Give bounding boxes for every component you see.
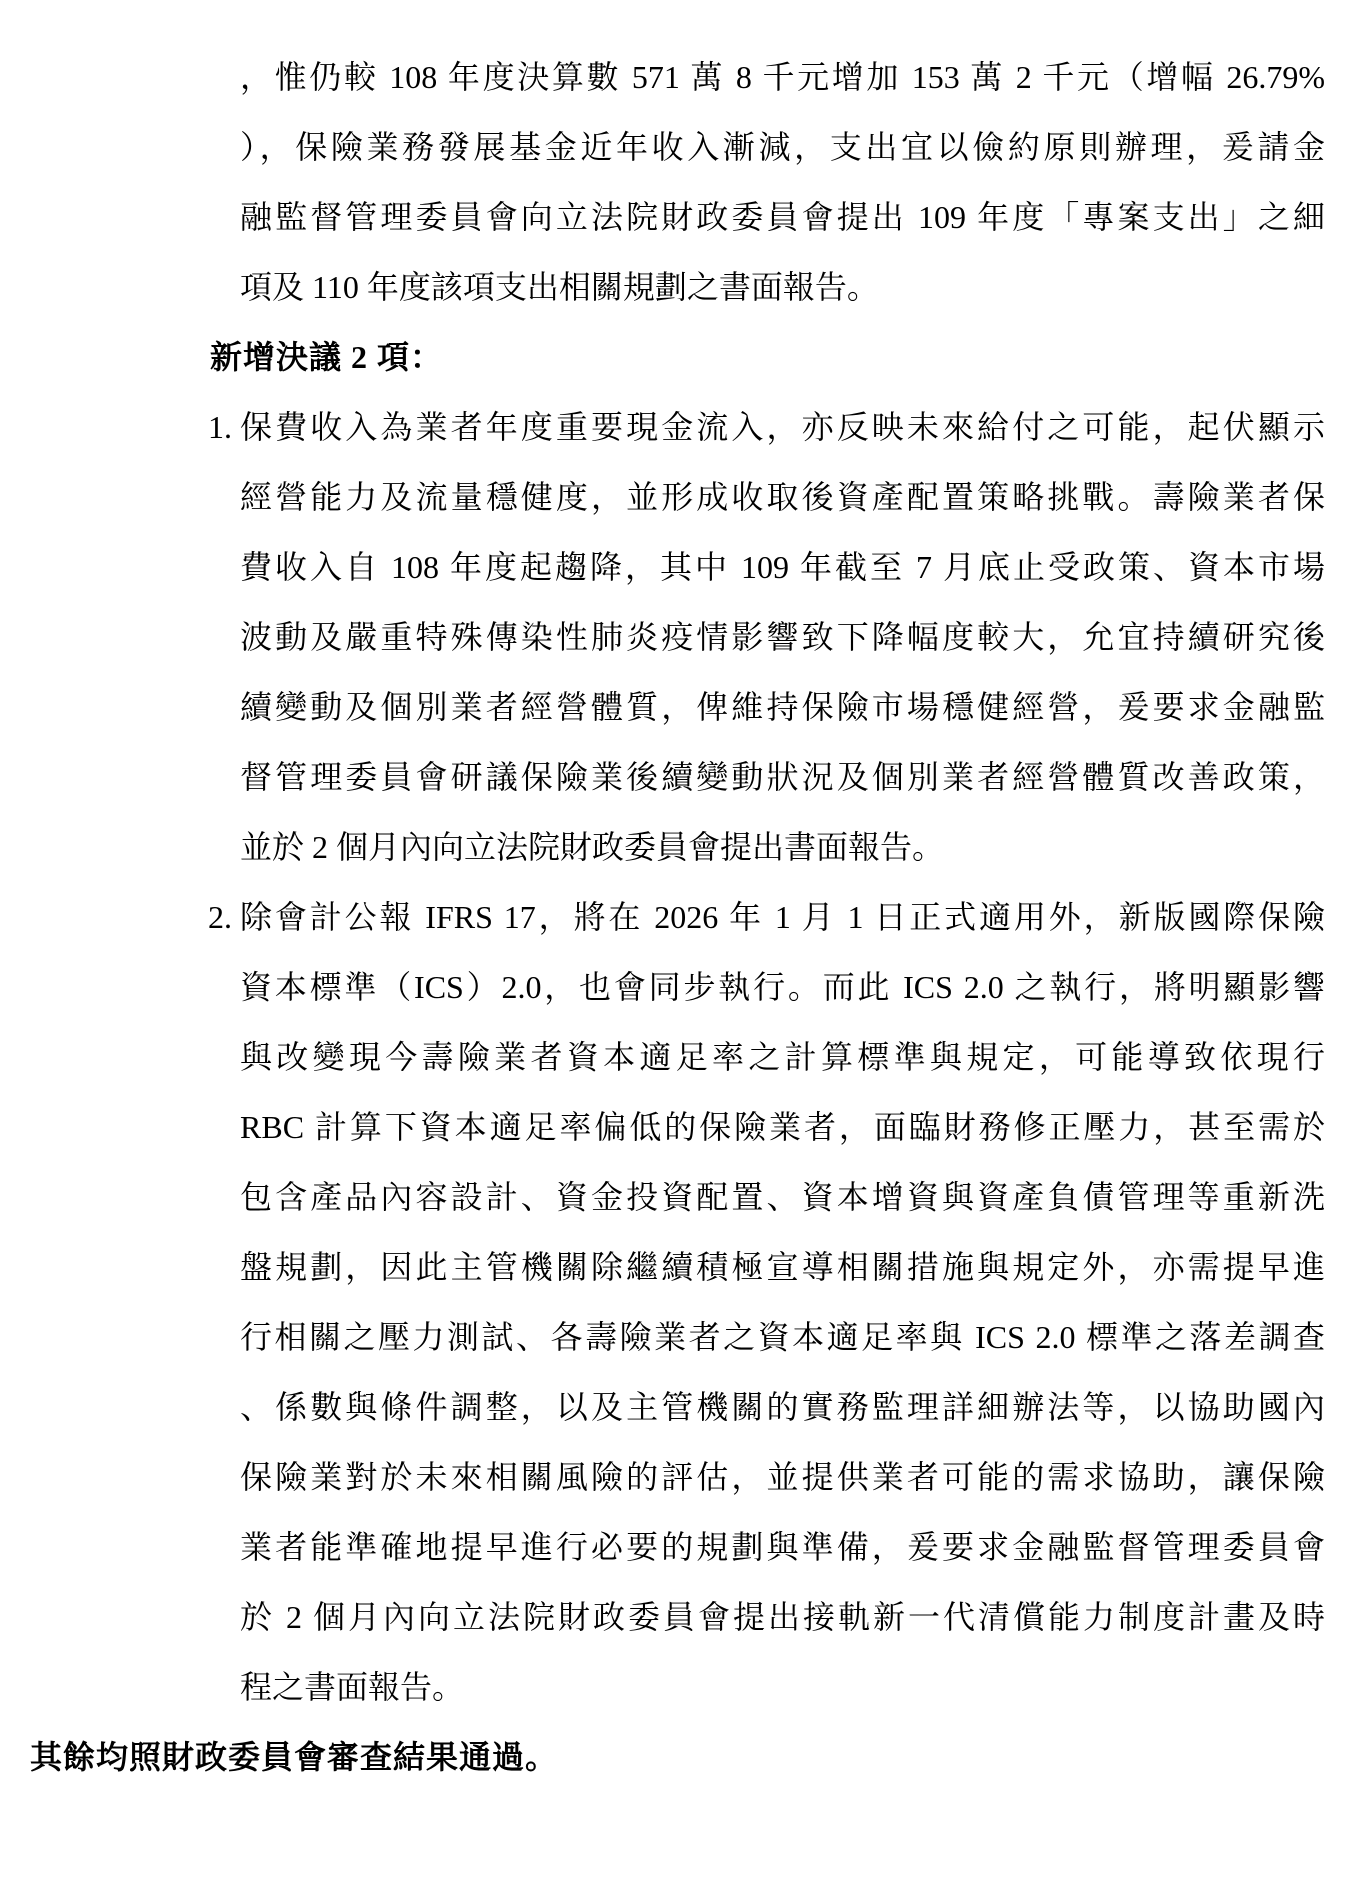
- resolution-1-line: 費收入自 108 年度起趨降，其中 109 年截至 7 月底止受政策、資本市場: [240, 549, 1325, 585]
- resolution-1-line: 續變動及個別業者經營體質，俾維持保險市場穩健經營，爰要求金融監: [240, 689, 1325, 725]
- resolution-1-line: 波動及嚴重特殊傳染性肺炎疫情影響致下降幅度較大，允宜持續研究後: [240, 619, 1325, 655]
- resolution-2-text: 除會計公報 IFRS 17，將在 2026 年 1 月 1 日正式適用外，新版國際保險: [240, 899, 1325, 935]
- resolutions-heading: 新增決議 2 項：: [210, 339, 444, 375]
- closing-statement: 其餘均照財政委員會審查結果通過。: [30, 1739, 559, 1775]
- resolution-2-line: 保險業對於未來相關風險的評估，並提供業者可能的需求協助，讓保險: [240, 1459, 1325, 1495]
- resolution-2-line: 資本標準（ICS）2.0，也會同步執行。而此 ICS 2.0 之執行，將明顯影響: [240, 969, 1325, 1005]
- list-number: 2.: [208, 899, 232, 935]
- list-number: 1.: [208, 409, 232, 445]
- resolution-2-line: [208, 882, 1325, 952]
- resolution-2-line: RBC 計算下資本適足率偏低的保險業者，面臨財務修正壓力，甚至需於: [240, 1109, 1325, 1145]
- resolution-1-line: 並於 2 個月內向立法院財政委員會提出書面報告。: [240, 829, 945, 865]
- resolution-1-line: 經營能力及流量穩健度，並形成收取後資產配置策略挑戰。壽險業者保: [240, 479, 1325, 515]
- intro-line: ），保險業務發展基金近年收入漸減，支出宜以儉約原則辦理，爰請金: [240, 129, 1325, 165]
- intro-line: 融監督管理委員會向立法院財政委員會提出 109 年度「專案支出」之細: [240, 199, 1325, 235]
- resolution-2-line: 行相關之壓力測試、各壽險業者之資本適足率與 ICS 2.0 標準之落差調查: [240, 1319, 1325, 1355]
- resolution-2-line: 、係數與條件調整，以及主管機關的實務監理詳細辦法等，以協助國內: [240, 1389, 1325, 1425]
- resolution-1-line: 督管理委員會研議保險業後續變動狀況及個別業者經營體質改善政策，: [240, 759, 1325, 795]
- resolution-2-line: 包含產品內容設計、資金投資配置、資本增資與資產負債管理等重新洗: [240, 1179, 1325, 1215]
- resolution-2-line: 盤規劃，因此主管機關除繼續積極宣導相關措施與規定外，亦需提早進: [240, 1249, 1325, 1285]
- resolution-1-text: 保費收入為業者年度重要現金流入，亦反映未來給付之可能，起伏顯示: [240, 409, 1325, 445]
- resolution-1-line: [208, 392, 1325, 462]
- intro-line: 項及 110 年度該項支出相關規劃之書面報告。: [240, 269, 879, 305]
- resolution-2-line: 與改變現今壽險業者資本適足率之計算標準與規定，可能導致依現行: [240, 1039, 1325, 1075]
- resolution-2-line: 程之書面報告。: [240, 1669, 465, 1705]
- resolution-2-line: 業者能準確地提早進行必要的規劃與準備，爰要求金融監督管理委員會: [240, 1529, 1325, 1565]
- intro-line: ，惟仍較 108 年度決算數 571 萬 8 千元增加 153 萬 2 千元（增幅 26.79%: [240, 59, 1325, 95]
- resolution-2-line: 於 2 個月內向立法院財政委員會提出接軌新一代清償能力制度計畫及時: [240, 1599, 1325, 1635]
